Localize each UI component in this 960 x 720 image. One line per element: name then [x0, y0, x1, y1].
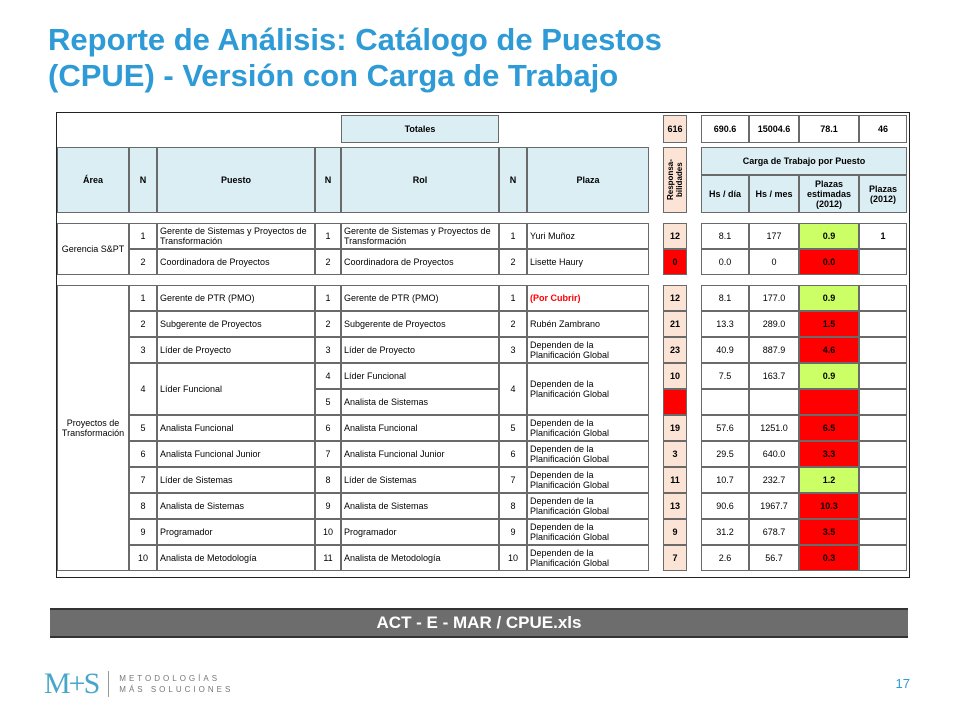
totals-plazas: 46 — [859, 115, 907, 143]
row-n-rol: 4 — [315, 363, 341, 389]
company-logo — [44, 664, 284, 704]
row-puesto: Analista de Metodología — [157, 545, 315, 571]
row-hs-mes: 232.7 — [749, 467, 799, 493]
row-n-rol: 1 — [315, 223, 341, 249]
row-hs-mes: 1967.7 — [749, 493, 799, 519]
row-plaza: Dependen de la Planificación Global — [527, 493, 649, 519]
row-n-plaza: 7 — [499, 467, 527, 493]
header-hs-mes: Hs / mes — [749, 175, 799, 213]
row-responsabilidades: 7 — [663, 545, 687, 571]
row-rol: Líder de Sistemas — [341, 467, 499, 493]
row-plazas-estimadas: 0.0 — [799, 249, 859, 275]
totals-plazas-estimadas: 78.1 — [799, 115, 859, 143]
row-n-plaza: 1 — [499, 285, 527, 311]
row-responsabilidades: 21 — [663, 311, 687, 337]
row-n-rol: 3 — [315, 337, 341, 363]
totals-hs-dia: 690.6 — [701, 115, 749, 143]
row-plazas — [859, 545, 907, 571]
row-n-puesto: 7 — [129, 467, 157, 493]
row-puesto: Subgerente de Proyectos — [157, 311, 315, 337]
row-n-rol: 5 — [315, 389, 341, 415]
row-responsabilidades: 12 — [663, 285, 687, 311]
row-hs-dia: 90.6 — [701, 493, 749, 519]
row-n-puesto: 3 — [129, 337, 157, 363]
header-n-rol: N — [315, 147, 341, 213]
row-hs-mes: 887.9 — [749, 337, 799, 363]
header-carga-trabajo: Carga de Trabajo por Puesto — [701, 147, 907, 175]
row-hs-dia: 10.7 — [701, 467, 749, 493]
row-plaza: Rubén Zambrano — [527, 311, 649, 337]
row-n-plaza: 3 — [499, 337, 527, 363]
row-rol: Analista de Sistemas — [341, 389, 499, 415]
row-plazas-estimadas: 10.3 — [799, 493, 859, 519]
row-plazas-estimadas: 0.9 — [799, 363, 859, 389]
header-area: Área — [57, 147, 129, 213]
row-n-puesto: 2 — [129, 249, 157, 275]
header-puesto: Puesto — [157, 147, 315, 213]
row-n-rol: 6 — [315, 415, 341, 441]
slide-title — [48, 22, 908, 94]
row-hs-dia: 31.2 — [701, 519, 749, 545]
row-n-rol: 11 — [315, 545, 341, 571]
row-plazas — [859, 363, 907, 389]
row-hs-dia: 8.1 — [701, 223, 749, 249]
footer-source-text: ACT - E - MAR / CPUE.xls — [376, 613, 582, 632]
row-plazas-estimadas: 0.9 — [799, 223, 859, 249]
row-n-plaza: 1 — [499, 223, 527, 249]
row-plazas-estimadas: 1.5 — [799, 311, 859, 337]
row-hs-dia — [701, 389, 749, 415]
row-n-puesto: 4 — [129, 363, 157, 415]
row-puesto: Analista Funcional — [157, 415, 315, 441]
row-plaza: Dependen de la Planificación Global — [527, 467, 649, 493]
logo-divider — [108, 671, 109, 697]
row-plazas-estimadas — [799, 389, 859, 415]
row-hs-dia: 13.3 — [701, 311, 749, 337]
row-hs-mes: 56.7 — [749, 545, 799, 571]
row-hs-mes: 289.0 — [749, 311, 799, 337]
row-rol: Líder Funcional — [341, 363, 499, 389]
row-n-rol: 10 — [315, 519, 341, 545]
row-plaza: Lisette Haury — [527, 249, 649, 275]
logo-line-1: METODOLOGÍAS — [119, 674, 221, 683]
totals-label: Totales — [341, 115, 499, 143]
row-n-puesto: 8 — [129, 493, 157, 519]
row-n-plaza: 4 — [499, 363, 527, 415]
header-responsabilidades — [663, 147, 687, 213]
row-plazas — [859, 415, 907, 441]
row-puesto: Líder de Sistemas — [157, 467, 315, 493]
row-puesto: Líder Funcional — [157, 363, 315, 415]
row-rol: Programador — [341, 519, 499, 545]
row-plazas-estimadas: 0.3 — [799, 545, 859, 571]
row-plazas — [859, 467, 907, 493]
row-puesto: Coordinadora de Proyectos — [157, 249, 315, 275]
totals-hs-mes: 15004.6 — [749, 115, 799, 143]
row-n-rol: 2 — [315, 249, 341, 275]
row-hs-dia: 8.1 — [701, 285, 749, 311]
row-responsabilidades: 11 — [663, 467, 687, 493]
logo-mark: M+S — [44, 667, 99, 700]
row-n-puesto: 1 — [129, 285, 157, 311]
row-n-puesto: 10 — [129, 545, 157, 571]
row-plazas — [859, 285, 907, 311]
row-puesto: Gerente de Sistemas y Proyectos de Transformación — [157, 223, 315, 249]
row-plaza: Yuri Muñoz — [527, 223, 649, 249]
row-plaza: Dependen de la Planificación Global — [527, 519, 649, 545]
row-rol: Gerente de Sistemas y Proyectos de Transformación — [341, 223, 499, 249]
row-plaza: Dependen de la Planificación Global — [527, 441, 649, 467]
area-proyectos: Proyectos de Transformación — [57, 285, 129, 571]
header-hs-dia: Hs / día — [701, 175, 749, 213]
header-plazas: Plazas (2012) — [859, 175, 907, 213]
header-plazas-estimadas: Plazas estimadas (2012) — [799, 175, 859, 213]
row-hs-dia: 2.6 — [701, 545, 749, 571]
row-puesto: Programador — [157, 519, 315, 545]
row-n-puesto: 1 — [129, 223, 157, 249]
area-gerencia: Gerencia S&PT — [57, 223, 129, 275]
row-hs-mes — [749, 389, 799, 415]
row-rol: Gerente de PTR (PMO) — [341, 285, 499, 311]
row-plazas-estimadas: 4.6 — [799, 337, 859, 363]
row-plazas-estimadas: 6.5 — [799, 415, 859, 441]
row-responsabilidades: 3 — [663, 441, 687, 467]
footer-source-bar — [50, 608, 908, 638]
row-responsabilidades: 12 — [663, 223, 687, 249]
row-hs-dia: 0.0 — [701, 249, 749, 275]
row-hs-dia: 40.9 — [701, 337, 749, 363]
row-plazas-estimadas: 0.9 — [799, 285, 859, 311]
slide-title-line-1: Reporte de Análisis: Catálogo de Puestos — [48, 22, 662, 57]
row-n-puesto: 9 — [129, 519, 157, 545]
row-rol: Analista Funcional Junior — [341, 441, 499, 467]
row-rol: Analista de Metodología — [341, 545, 499, 571]
row-plazas — [859, 519, 907, 545]
row-rol: Coordinadora de Proyectos — [341, 249, 499, 275]
row-plazas-estimadas: 1.2 — [799, 467, 859, 493]
row-puesto: Líder de Proyecto — [157, 337, 315, 363]
row-puesto: Analista Funcional Junior — [157, 441, 315, 467]
row-plazas-estimadas: 3.3 — [799, 441, 859, 467]
row-responsabilidades: 0 — [663, 249, 687, 275]
row-plaza: Dependen de la Planificación Global — [527, 337, 649, 363]
row-responsabilidades: 23 — [663, 337, 687, 363]
totals-responsabilidades: 616 — [663, 115, 687, 143]
header-n-puesto: N — [129, 147, 157, 213]
row-hs-mes: 163.7 — [749, 363, 799, 389]
row-plaza: Dependen de la Planificación Global — [527, 545, 649, 571]
row-responsabilidades: 9 — [663, 519, 687, 545]
row-n-rol: 9 — [315, 493, 341, 519]
row-n-plaza: 6 — [499, 441, 527, 467]
spreadsheet-table — [56, 112, 910, 578]
row-n-plaza: 9 — [499, 519, 527, 545]
row-rol: Líder de Proyecto — [341, 337, 499, 363]
slide-title-line-2: (CPUE) - Versión con Carga de Trabajo — [48, 58, 619, 93]
row-hs-mes: 640.0 — [749, 441, 799, 467]
row-hs-mes: 1251.0 — [749, 415, 799, 441]
row-n-rol: 2 — [315, 311, 341, 337]
row-n-plaza: 5 — [499, 415, 527, 441]
header-rol: Rol — [341, 147, 499, 213]
logo-line-2: MÁS SOLUCIONES — [119, 685, 234, 694]
row-hs-mes: 678.7 — [749, 519, 799, 545]
row-plazas — [859, 389, 907, 415]
row-responsabilidades: 10 — [663, 363, 687, 389]
row-plaza: Dependen de la Planificación Global — [527, 363, 649, 415]
row-hs-dia: 29.5 — [701, 441, 749, 467]
row-plazas: 1 — [859, 223, 907, 249]
row-responsabilidades: 19 — [663, 415, 687, 441]
row-responsabilidades: 13 — [663, 493, 687, 519]
row-plazas — [859, 441, 907, 467]
row-plaza: (Por Cubrir) — [527, 285, 649, 311]
row-n-plaza: 8 — [499, 493, 527, 519]
header-n-plaza: N — [499, 147, 527, 213]
logo-text — [119, 673, 233, 695]
row-n-puesto: 5 — [129, 415, 157, 441]
row-n-plaza: 2 — [499, 311, 527, 337]
row-n-rol: 8 — [315, 467, 341, 493]
row-rol: Subgerente de Proyectos — [341, 311, 499, 337]
row-responsabilidades — [663, 389, 687, 415]
header-responsabilidades-label: Responsa-bilidades — [666, 159, 684, 201]
header-plaza: Plaza — [527, 147, 649, 213]
row-n-plaza: 2 — [499, 249, 527, 275]
row-puesto: Gerente de PTR (PMO) — [157, 285, 315, 311]
row-plaza: Dependen de la Planificación Global — [527, 415, 649, 441]
row-rol: Analista de Sistemas — [341, 493, 499, 519]
row-puesto: Analista de Sistemas — [157, 493, 315, 519]
row-n-puesto: 6 — [129, 441, 157, 467]
row-plazas — [859, 493, 907, 519]
row-n-rol: 7 — [315, 441, 341, 467]
row-hs-mes: 177 — [749, 223, 799, 249]
row-plazas — [859, 249, 907, 275]
row-plazas-estimadas: 3.5 — [799, 519, 859, 545]
row-hs-mes: 0 — [749, 249, 799, 275]
row-hs-mes: 177.0 — [749, 285, 799, 311]
row-plazas — [859, 337, 907, 363]
row-plazas — [859, 311, 907, 337]
row-rol: Analista Funcional — [341, 415, 499, 441]
row-hs-dia: 7.5 — [701, 363, 749, 389]
row-n-rol: 1 — [315, 285, 341, 311]
row-n-plaza: 10 — [499, 545, 527, 571]
page-number: 17 — [895, 676, 910, 691]
row-hs-dia: 57.6 — [701, 415, 749, 441]
row-n-puesto: 2 — [129, 311, 157, 337]
